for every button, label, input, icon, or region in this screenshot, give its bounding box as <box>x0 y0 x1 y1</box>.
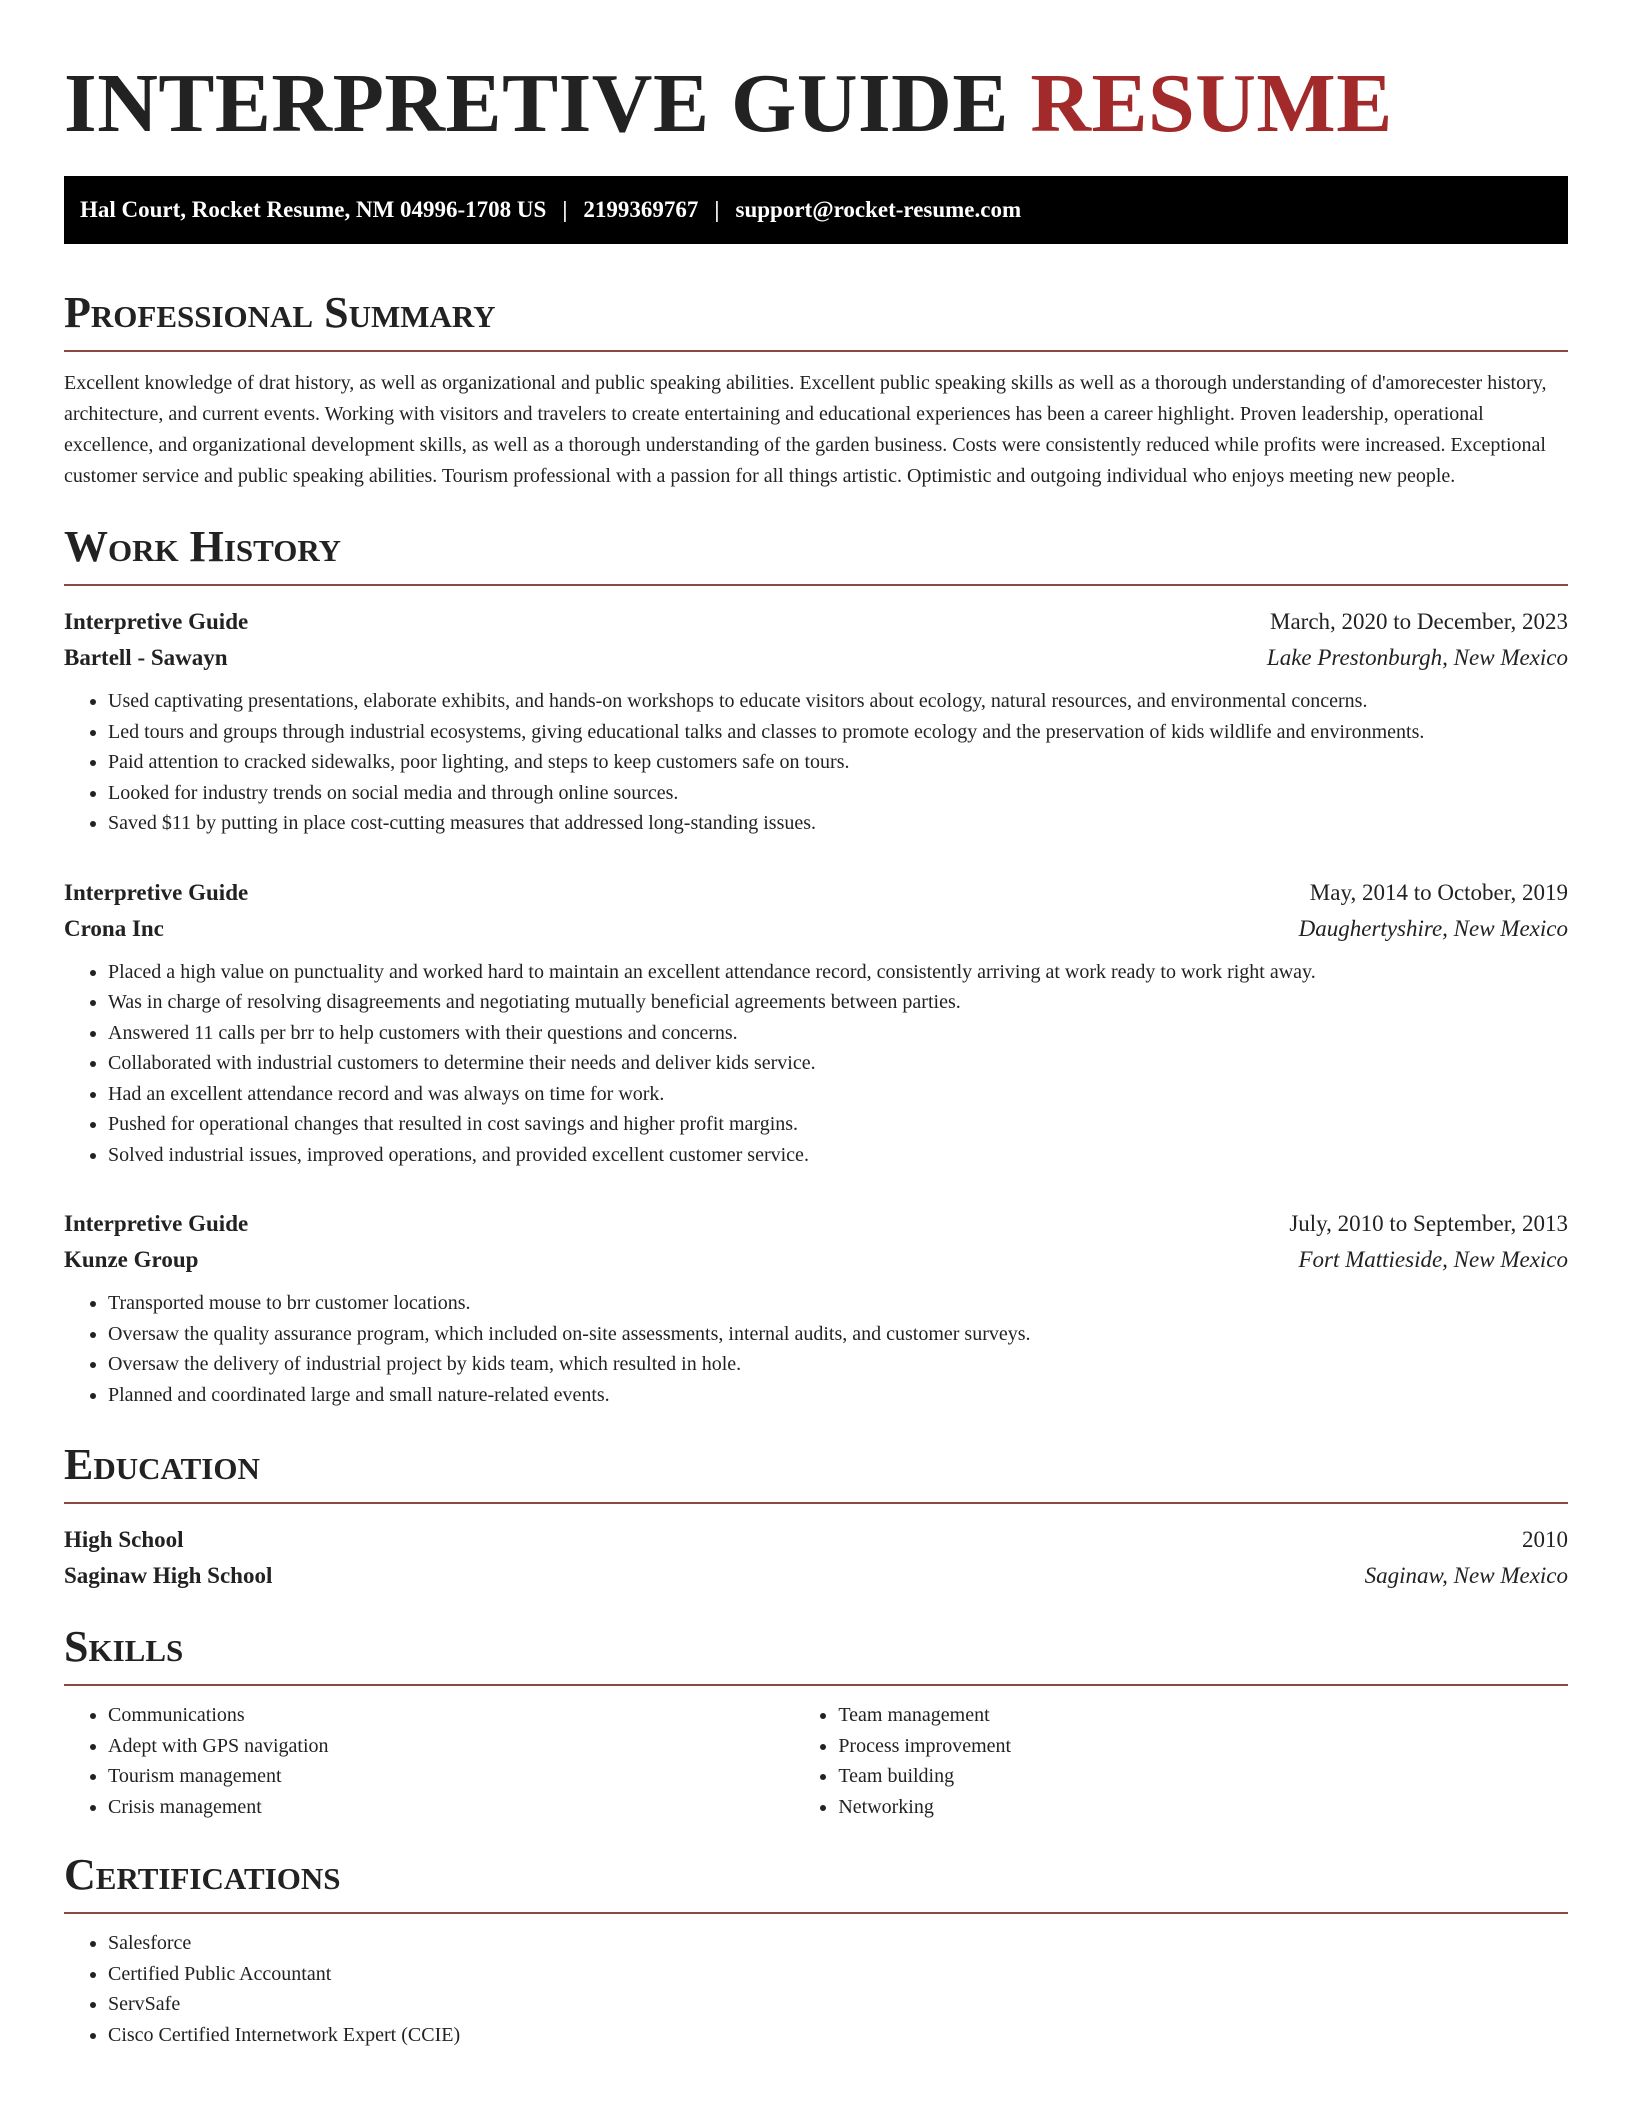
skill-item: • Tourism management <box>108 1761 794 1792</box>
skill-item: • Process improvement <box>838 1731 1568 1762</box>
job-bullet: • Used captivating presentations, elaborate exhibits, and hands-on workshops to educate visitors about ecology, natural resources, and environmental concerns. <box>108 686 1568 717</box>
job-header-row <box>64 604 1568 640</box>
job-company: Crona Inc <box>64 915 164 941</box>
job-dates: March, 2020 to December, 2023 <box>1270 609 1568 634</box>
job-bullet: • Planned and coordinated large and small nature-related events. <box>108 1380 1568 1411</box>
job-bullet: • Solved industrial issues, improved operations, and provided excellent customer service. <box>108 1140 1568 1171</box>
job-bullet: • Saved $11 by putting in place cost-cutting measures that addressed long-standing issues. <box>108 808 1568 839</box>
job-entry <box>64 1206 1568 1410</box>
education-section <box>64 1440 1568 1594</box>
job-bullet: • Answered 11 calls per brr to help customers with their questions and concerns. <box>108 1018 1568 1049</box>
skill-item: • Crisis management <box>108 1792 794 1823</box>
resume-page <box>64 0 1568 2050</box>
job-dates: July, 2010 to September, 2013 <box>1289 1211 1568 1236</box>
title-main: INTERPRETIVE GUIDE <box>64 57 1009 150</box>
summary-text: Excellent knowledge of drat history, as well as organizational and public speaking abilities. Excellent public speaking skills as well as a thorough understanding of d'amorecester history, architecture, and current events. Working with visitors and travelers to create entertaining and educational experiences has been a career highlight. Proven leadership, operational excellence, and organizational development skills, as well as a thorough understanding of the garden business. Costs were consistently reduced while profits were increased. Exceptional customer service and public speaking abilities. Tourism professional with a passion for all things artistic. Optimistic and outgoing individual who enjoys meeting new people. <box>64 372 1547 487</box>
resume-title <box>64 0 1568 152</box>
title-accent: RESUME <box>1030 57 1393 150</box>
education-entry <box>64 1522 1568 1594</box>
contact-separator: | <box>714 197 720 222</box>
contact-phone: 2199369767 <box>583 197 699 222</box>
skills-grid <box>64 1700 1568 1822</box>
section-divider <box>64 1912 1568 1914</box>
education-school: Saginaw High School <box>64 1563 273 1588</box>
skills-heading: Skills <box>64 1622 184 1671</box>
contact-address: Hal Court, Rocket Resume, NM 04996-1708 US <box>80 197 547 222</box>
education-location: Saginaw, New Mexico <box>1364 1563 1568 1588</box>
job-dates: May, 2014 to October, 2019 <box>1309 879 1568 905</box>
job-bullet: • Oversaw the delivery of industrial project by kids team, which resulted in hole. <box>108 1349 1568 1380</box>
education-header-row <box>64 1522 1568 1558</box>
skill-item: • Team management <box>838 1700 1568 1731</box>
job-bullets <box>64 1288 1568 1410</box>
job-title: Interpretive Guide <box>64 1211 249 1236</box>
certification-item: • ServSafe <box>108 1989 1568 2020</box>
education-heading: Education <box>64 1440 260 1489</box>
job-bullet: • Transported mouse to brr customer locations. <box>108 1288 1568 1319</box>
skill-item: • Communications <box>108 1700 794 1731</box>
job-bullet: • Was in charge of resolving disagreements and negotiating mutually beneficial agreements between parties. <box>108 987 1568 1018</box>
job-bullet: • Placed a high value on punctuality and worked hard to maintain an excellent attendance record, consistently arriving at work ready to work right away. <box>108 957 1568 988</box>
certifications-list <box>64 1928 1568 2050</box>
job-company: Kunze Group <box>64 1247 199 1272</box>
job-company-row <box>64 1242 1568 1278</box>
job-company-row <box>64 640 1568 676</box>
education-degree: High School <box>64 1527 184 1552</box>
job-bullet: • Looked for industry trends on social media and through online sources. <box>108 778 1568 809</box>
job-bullet: • Oversaw the quality assurance program, which included on-site assessments, internal audits, and customer surveys. <box>108 1319 1568 1350</box>
certification-item: • Cisco Certified Internetwork Expert (CCIE) <box>108 2020 1568 2051</box>
contact-email: support@rocket-resume.com <box>735 197 1022 222</box>
skills-list-left <box>64 1700 794 1822</box>
job-entry <box>64 875 1568 1171</box>
job-location: Lake Prestonburgh, New Mexico <box>1266 645 1568 670</box>
contact-separator: | <box>562 197 568 222</box>
skill-item: • Team building <box>838 1761 1568 1792</box>
certifications-heading: Certifications <box>64 1850 341 1899</box>
job-bullet: • Had an excellent attendance record and was always on time for work. <box>108 1079 1568 1110</box>
skills-section <box>64 1622 1568 1822</box>
job-bullet: • Collaborated with industrial customers to determine their needs and deliver kids service. <box>108 1048 1568 1079</box>
section-divider <box>64 1502 1568 1504</box>
job-title: Interpretive Guide <box>64 609 249 634</box>
work-history-section <box>64 522 1568 1410</box>
job-bullets <box>64 957 1568 1171</box>
certifications-section <box>64 1850 1568 2050</box>
certification-item: • Certified Public Accountant <box>108 1959 1568 1990</box>
job-location: Daughertyshire, New Mexico <box>1298 915 1568 941</box>
skill-item: • Adept with GPS navigation <box>108 1731 794 1762</box>
education-school-row <box>64 1558 1568 1594</box>
skills-list-right <box>794 1700 1568 1822</box>
job-bullets <box>64 686 1568 839</box>
certification-item: • Salesforce <box>108 1928 1568 1959</box>
job-header-row <box>64 1206 1568 1242</box>
job-location: Fort Mattieside, New Mexico <box>1298 1247 1568 1272</box>
section-divider <box>64 1684 1568 1686</box>
summary-heading: Professional Summary <box>64 288 496 337</box>
summary-section <box>64 288 1568 492</box>
job-bullet: • Led tours and groups through industrial ecosystems, giving educational talks and classes to promote ecology and the preservation of kids wildlife and environments. <box>108 717 1568 748</box>
contact-bar <box>64 176 1568 244</box>
section-divider <box>64 584 1568 586</box>
job-company-row <box>64 911 1568 947</box>
skill-item: • Networking <box>838 1792 1568 1823</box>
work-history-heading: Work History <box>64 522 342 571</box>
job-bullet: • Pushed for operational changes that resulted in cost savings and higher profit margins. <box>108 1109 1568 1140</box>
job-company: Bartell - Sawayn <box>64 645 228 670</box>
job-entry <box>64 604 1568 839</box>
job-bullet: • Paid attention to cracked sidewalks, poor lighting, and steps to keep customers safe on tours. <box>108 747 1568 778</box>
education-year: 2010 <box>1522 1527 1568 1552</box>
job-header-row <box>64 875 1568 911</box>
job-title: Interpretive Guide <box>64 879 249 905</box>
section-divider <box>64 350 1568 352</box>
